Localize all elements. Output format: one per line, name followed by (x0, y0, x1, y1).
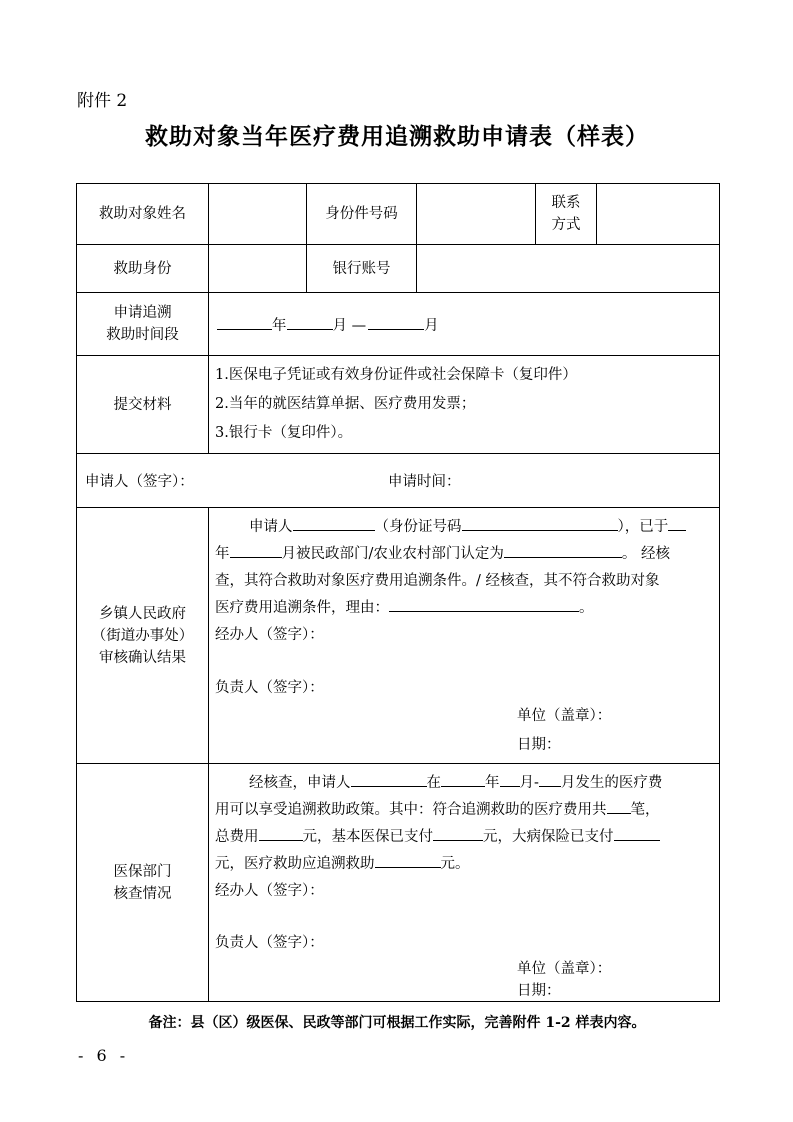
bank-account-label: 银行账号 (307, 245, 417, 293)
township-label-line3: 审核确认结果 (99, 649, 186, 666)
check-text: 月发生的医疗费 (560, 775, 663, 791)
check-text: 经核查，申请人 (249, 775, 351, 791)
township-label-line1: 乡镇人民政府 (99, 605, 186, 622)
basic-insurance-blank[interactable] (433, 824, 483, 841)
identity-label: 救助身份 (77, 245, 209, 293)
handler-sign-label: 经办人（签字）： (215, 627, 324, 643)
bank-account-field[interactable] (417, 245, 720, 293)
period-label (77, 293, 209, 356)
id-number-blank[interactable] (462, 514, 618, 531)
attachment-label: 附件 2 (77, 91, 128, 111)
year-blank[interactable] (668, 514, 686, 531)
medical-label-line2: 核查情况 (113, 885, 172, 902)
period-label-line1: 申请追溯 (113, 305, 172, 321)
month-start-blank[interactable] (500, 770, 520, 787)
check-text: 元，医疗救助应追溯救助 (215, 856, 375, 872)
row-medical-insurance-check (77, 764, 720, 1002)
year-blank[interactable] (441, 770, 485, 787)
review-text: ），已于 (617, 519, 669, 535)
materials-list (209, 356, 720, 454)
check-text: 元。 (440, 856, 470, 872)
review-text: 年 (215, 546, 230, 562)
name-field[interactable] (209, 184, 307, 245)
township-label-line2: （街道办事处） (91, 627, 194, 644)
responsible-sign-label: 负责人（签字）： (215, 680, 324, 696)
name-label: 救助对象姓名 (77, 184, 209, 245)
review-text: 查，其符合救助对象医疗费用追溯条件。/ 经核查，其不符合救助对象 (215, 573, 660, 589)
review-text: 申请人 (249, 519, 293, 535)
row-name-id-contact (77, 184, 720, 245)
review-text: 月被民政部门/农业农村部门认定为 (281, 546, 504, 562)
check-text: 年 (485, 775, 500, 791)
month-start-blank[interactable] (287, 313, 333, 330)
reason-blank[interactable] (389, 595, 579, 612)
row-materials (77, 356, 720, 454)
date-label: 日期： (517, 983, 561, 999)
apply-time-label: 申请时间： (388, 474, 461, 490)
date-label: 日期： (517, 737, 561, 753)
review-text: 医疗费用追溯条件，理由： (215, 600, 389, 616)
row-township-review (77, 508, 720, 764)
township-review-paragraph (209, 508, 719, 622)
material-item: 3.银行卡（复印件）。 (215, 425, 353, 441)
township-review-label (77, 508, 209, 764)
period-label-line2: 救助时间段 (106, 327, 179, 343)
month-end-blank[interactable] (368, 313, 424, 330)
row-identity-bank (77, 245, 720, 293)
assistance-amount-blank[interactable] (375, 851, 441, 868)
period-month-start-text: 月 — (332, 318, 367, 334)
page-number: - 6 - (78, 1046, 130, 1065)
check-text: 在 (426, 775, 441, 791)
medical-label-line1: 医保部门 (113, 863, 172, 880)
form-title: 救助对象当年医疗费用追溯救助申请表（样表） (145, 123, 649, 150)
check-text: 用可以享受追溯救助政策。其中：符合追溯救助的医疗费用共 (215, 802, 607, 818)
period-month-end-text: 月 (424, 318, 439, 334)
unit-stamp-label: 单位（盖章）： (517, 708, 612, 724)
township-review-content (209, 508, 720, 764)
medical-check-label (77, 764, 209, 1002)
material-item: 2.当年的就医结算单据、医疗费用发票； (215, 396, 476, 412)
footnote: 备注：县（区）级医保、民政等部门可根据工作实际，完善附件 1-2 样表内容。 (148, 1015, 646, 1031)
medical-check-content (209, 764, 720, 1002)
responsible-sign-label: 负责人（签字）： (215, 935, 324, 951)
review-text: 。 经核 (621, 546, 670, 562)
review-text: 。 (579, 600, 594, 616)
review-text: （身份证号码 (374, 519, 462, 535)
contact-label-line2: 方式 (551, 217, 581, 233)
check-text: 月- (519, 775, 539, 791)
category-blank[interactable] (504, 541, 622, 558)
check-text: 笔， (630, 802, 660, 818)
id-number-label: 身份件号码 (307, 184, 417, 245)
unit-stamp-label: 单位（盖章）： (517, 961, 612, 977)
materials-label: 提交材料 (77, 356, 209, 454)
total-cost-blank[interactable] (259, 824, 303, 841)
row-applicant-sign (77, 454, 720, 508)
year-blank[interactable] (217, 313, 272, 330)
check-text: 元，基本医保已支付 (302, 829, 433, 845)
row-period (77, 293, 720, 356)
check-text: 总费用 (215, 829, 259, 845)
medical-check-paragraph (209, 764, 719, 878)
handler-sign-label: 经办人（签字）： (215, 883, 324, 899)
applicant-name-blank[interactable] (351, 770, 427, 787)
count-blank[interactable] (607, 797, 631, 814)
contact-label-line1: 联系 (551, 195, 581, 211)
month-end-blank[interactable] (539, 770, 561, 787)
check-text: 元，大病保险已支付 (483, 829, 614, 845)
applicant-name-blank[interactable] (293, 514, 375, 531)
applicant-sign-cell[interactable] (77, 454, 720, 508)
month-blank[interactable] (230, 541, 282, 558)
period-field[interactable] (209, 293, 720, 356)
material-item: 1.医保电子凭证或有效身份证件或社会保障卡（复印件） (215, 367, 577, 383)
serious-illness-blank[interactable] (614, 824, 660, 841)
id-number-field[interactable] (417, 184, 536, 245)
applicant-sign-label: 申请人（签字）： (85, 474, 194, 490)
application-form-table (76, 183, 720, 1002)
contact-label (536, 184, 597, 245)
contact-field[interactable] (597, 184, 720, 245)
period-year-text: 年 (272, 318, 287, 334)
identity-field[interactable] (209, 245, 307, 293)
